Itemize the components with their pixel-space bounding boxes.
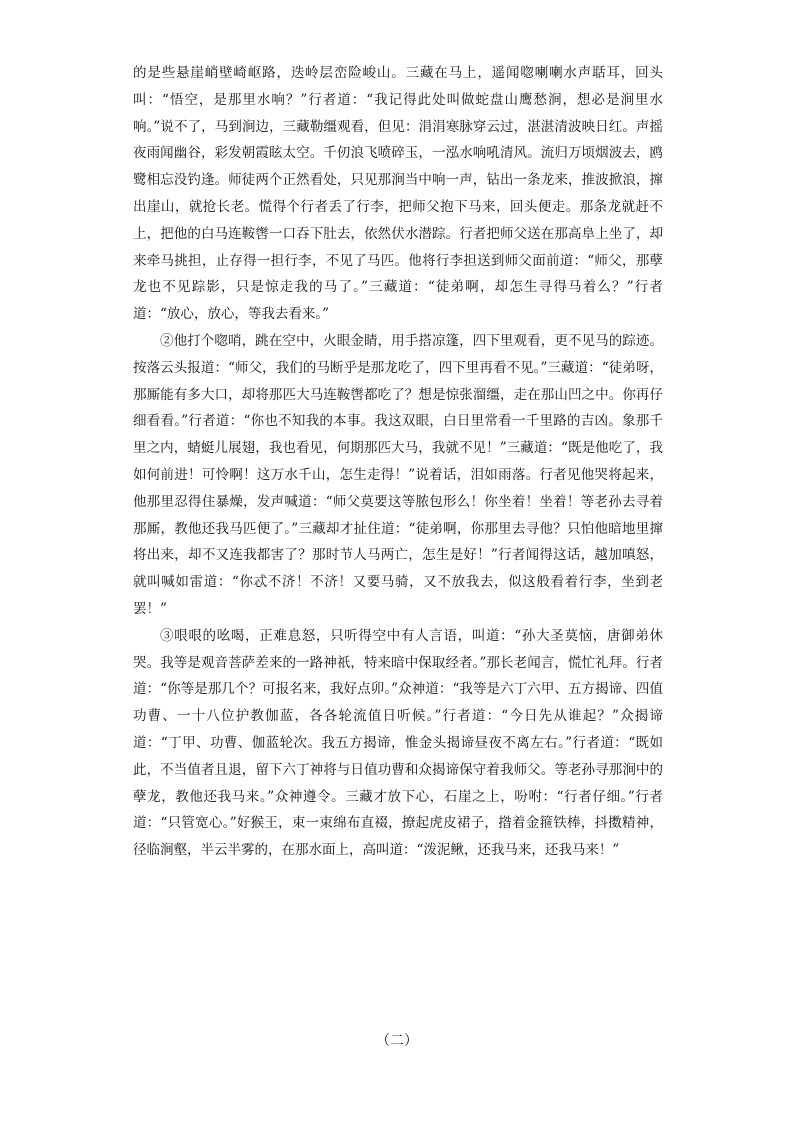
paragraph-2: ②他打个唿哨，跳在空中，火眼金睛，用手搭凉篷，四下里观看，更不见马的踪迹。按落云头报道：“师父，我们的马断乎是那龙吃了，四下里再看不见。”三藏道：“徒弟呀，那厮能有多大口，却将那匹大马连鞍辔都吃了？想是惊张溜缰，走在那山凹之中。你再仔细看看。”行者道：“你也不知我的本事。我这双眼，白日里常看一千里路的吉凶。象那千里之内，蜻蜓儿展翅，我也看见，何期那匹大马，我就不见！”三藏道：“既是他吃了，我如何前进！可怜啊！这万水千山，怎生走得！”说着话，泪如雨落。行者见他哭将起来，他那里忍得住暴燥，发声喊道：“师父莫要这等脓包形么！你坐着！坐着！等老孙去寻着那厮，教他还我马匹便了。”三藏却才扯住道：“徒弟啊，你那里去寻他？只怕他暗地里撺将出来，却不又连我都害了？那时节人马两亡，怎生是好！”行者闻得这话，越加嗔怒，就叫喊如雷道：“你忒不济！不济！又要马骑，又不放我去，似这般看着行李，坐到老罢！” <box>133 332 663 617</box>
paragraph-3: ③哏哏的吆喝，正难息怒，只听得空中有人言语，叫道：“孙大圣莫恼，唐御弟休哭。我等是观音菩萨差来的一路神祇，特来暗中保取经者。”那长老闻言，慌忙礼拜。行者道：“你等是那几个？可报名来，我好点卯。”众神道：“我等是六丁六甲、五方揭谛、四值功曹、一十八位护教伽蓝，各各轮流值日听候。”行者道：“今日先从谁起？”众揭谛道：“丁甲、功曹、伽蓝轮次。我五方揭谛，惟金头揭谛昼夜不离左右。”行者道：“既如此，不当值者且退，留下六丁神将与日值功曹和众揭谛保守着我师父。等老孙寻那涧中的孽龙，教他还我马来。”众神遵令。三藏才放下心，石崖之上，吩咐：“行者仔细。”行者道：“只管宽心。”好猴王，束一束绵布直裰，撩起虎皮裙子，揝着金箍铁棒，抖擞精神，径临涧壑，半云半雾的，在那水面上，高叫道：“泼泥鳅，还我马来，还我马来！” <box>133 627 663 859</box>
paragraph-1: 的是些悬崖峭壁崎岖路，迭岭层峦险峻山。三藏在马上，遥闻唿喇喇水声聒耳，回头叫：“悟空，是那里水响？”行者道：“我记得此处叫做蛇盘山鹰愁涧，想必是涧里水响。”说不了，马到涧边，三藏勒缰观看，但见：涓涓寒脉穿云过，湛湛清波映日红。声摇夜雨闻幽谷，彩发朝霞眩太空。千仞浪飞喷碎玉，一泓水响吼清风。流归万顷烟波去，鸥鹭相忘没钓逢。师徒两个正然看处，只见那涧当中响一声，钻出一条龙来，推波掀浪，撺出崖山，就抢长老。慌得个行者丢了行李，把师父抱下马来，回头便走。那条龙就赶不上，把他的白马连鞍辔一口吞下肚去，依然伏水潜踪。行者把师父送在那高阜上坐了，却来牵马挑担，止存得一担行李，不见了马匹。他将行李担送到师父面前道：“师父，那孽龙也不见踪影，只是惊走我的马了。”三藏道：“徒弟啊，却怎生寻得马着么？”行者道：“放心，放心，等我去看来。” <box>133 65 663 323</box>
passage-body <box>133 60 663 864</box>
section-marker: （二） <box>376 1033 418 1049</box>
